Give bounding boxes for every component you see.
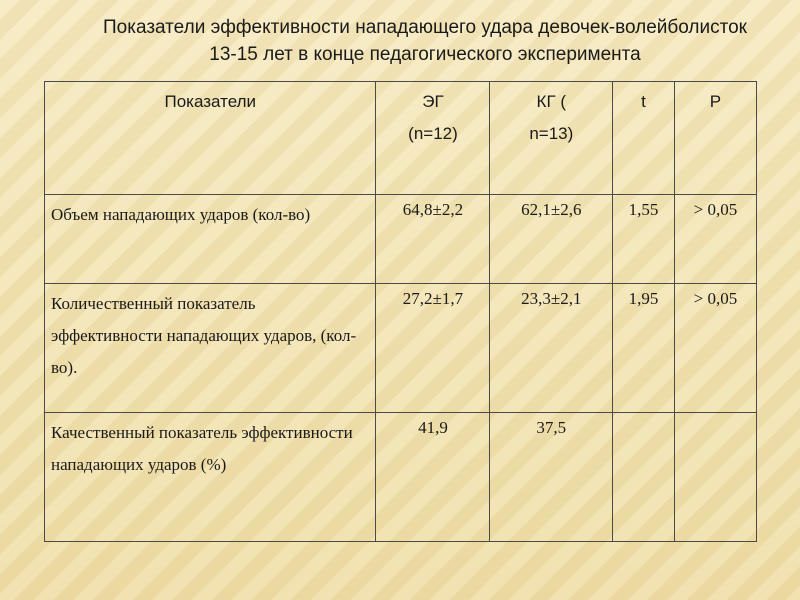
table-row bbox=[45, 195, 757, 284]
row-p-value: > 0,05 bbox=[674, 284, 756, 413]
row-eg-value: 64,8±2,2 bbox=[376, 195, 490, 284]
row-eg-value: 27,2±1,7 bbox=[376, 284, 490, 413]
header-kg-label: КГ ( bbox=[536, 92, 567, 111]
row-p-value: > 0,05 bbox=[674, 195, 756, 284]
slide-title bbox=[80, 14, 770, 68]
row-kg-value: 23,3±2,1 bbox=[490, 284, 613, 413]
row-t-value bbox=[613, 413, 675, 542]
header-kg-n: n=13) bbox=[529, 124, 574, 143]
row-label: Качественный показатель эффективности нападающих ударов (%) bbox=[45, 413, 376, 542]
header-eg bbox=[376, 82, 490, 195]
table-row bbox=[45, 284, 757, 413]
header-kg bbox=[490, 82, 613, 195]
row-t-value: 1,95 bbox=[613, 284, 675, 413]
header-p: P bbox=[674, 82, 756, 195]
header-t: t bbox=[613, 82, 675, 195]
header-eg-label: ЭГ bbox=[422, 92, 444, 111]
row-p-value bbox=[674, 413, 756, 542]
results-table bbox=[44, 81, 757, 542]
header-eg-n: (n=12) bbox=[408, 124, 458, 143]
row-label: Объем нападающих ударов (кол-во) bbox=[45, 195, 376, 284]
table-row bbox=[45, 413, 757, 542]
header-indicators: Показатели bbox=[45, 82, 376, 195]
row-kg-value: 62,1±2,6 bbox=[490, 195, 613, 284]
table-header-row bbox=[45, 82, 757, 195]
row-kg-value: 37,5 bbox=[490, 413, 613, 542]
row-label: Количественный показатель эффективности нападающих ударов, (кол-во). bbox=[45, 284, 376, 413]
slide-title-line-2: 13-15 лет в конце педагогического эксперимента bbox=[209, 44, 641, 65]
slide-title-line-1: Показатели эффективности нападающего удара девочек-волейболисток bbox=[103, 17, 747, 38]
row-t-value: 1,55 bbox=[613, 195, 675, 284]
row-eg-value: 41,9 bbox=[376, 413, 490, 542]
